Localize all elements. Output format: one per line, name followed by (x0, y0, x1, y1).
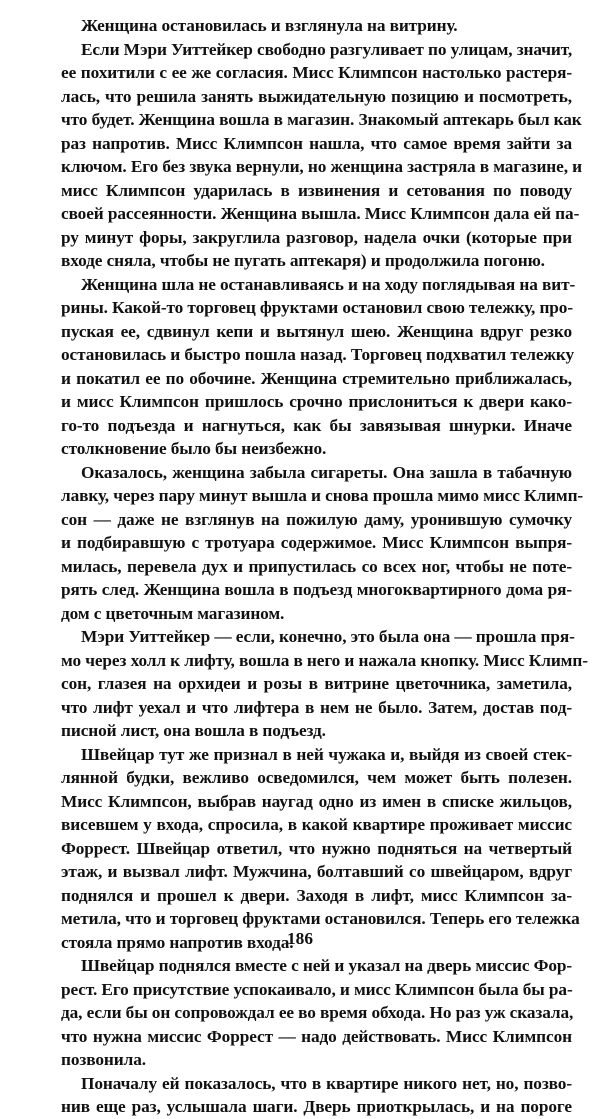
text-line: этаж, и вызвал лифт. Мужчина, болтавший со швейцаром, вдруг (61, 862, 572, 881)
text-line: Оказалось, женщина забыла сигареты. Она зашла в табачную (81, 462, 572, 482)
text-line: да, если бы он сопровождал ее во время обхода. Но раз уж сказала, (61, 1003, 574, 1022)
text-line: поднялся и прошел к двери. Заходя в лифт, мисс Климпсон за- (61, 885, 572, 905)
text-line: раз напротив. Мисс Климпсон нашла, что самое время зайти за (61, 133, 572, 153)
text-line: ее похитили с ее же согласия. Мисс Климпсон настолько растеря- (61, 63, 572, 82)
text-line: ру минут форы, закруглила разговор, надела очки (которые при (61, 227, 572, 247)
text-line: лась, что решила занять выжидательную позицию и посмотреть, (61, 86, 572, 106)
text-line: писной лист, она вошла в подъезд. (61, 721, 326, 740)
text-line: Женщина остановилась и взглянула на витрину. (81, 16, 458, 35)
text-line: пуская ее, сдвинул кепи и вытянул шею. Женщина вдруг резко (61, 321, 572, 341)
text-line: столкновение было бы неизбежно. (61, 439, 327, 458)
text-line: и мисс Климпсон пришлось срочно прислониться к двери како- (61, 392, 572, 411)
text-line: Если Мэри Уиттейкер свободно разгуливает по улицам, значит, (81, 39, 573, 59)
text-line: Швейцар тут же признал в ней чужака и, выйдя из своей стек- (81, 744, 572, 764)
text-line: нив еще раз, услышала шаги. Дверь приоткрылась, и на пороге (61, 1097, 572, 1116)
text-line: Швейцар поднялся вместе с ней и указал на дверь миссис Фор- (81, 956, 573, 975)
text-line: рест. Его присутствие успокаивало, и мисс Климпсон была бы ра- (61, 979, 573, 999)
body-text (61, 14, 588, 1119)
text-line: лянной будки, вежливо осведомился, чем может быть полезен. (61, 768, 572, 787)
paragraph (61, 954, 572, 1072)
paragraph (61, 1072, 572, 1119)
text-line: Мэри Уиттейкер — если, конечно, это была она — прошла пря- (81, 627, 575, 646)
text-line: сон, глазея на орхидеи и розы в витрине цветочника, заметила, (61, 674, 572, 693)
text-line: метила, что и торговец фруктами остановился. Теперь его тележка (61, 909, 580, 928)
text-line: Женщина шла не останавливаясь и на ходу поглядывая на вит- (81, 274, 576, 294)
paragraph (61, 625, 588, 743)
text-line: милась, перевела дух и припустилась со всех ног, чтобы не поте- (61, 556, 572, 576)
text-line: входе сняла, чтобы не пугать аптекаря) и продолжила погоню. (61, 251, 545, 270)
text-line: своей рассеянности. Женщина вышла. Мисс Климпсон дала ей па- (61, 204, 580, 223)
paragraph (61, 38, 583, 273)
text-line: мисс Климпсон ударилась в извинения и сетования по поводу (61, 180, 572, 200)
paragraph (61, 14, 572, 38)
text-line: лавку, через пару минут вышла и снова прошла мимо мисс Климп- (61, 486, 584, 505)
text-line: рять след. Женщина вошла в подъезд многоквартирного дома ря- (61, 580, 572, 599)
text-line: мо через холл к лифту, вошла в него и нажала кнопку. Мисс Климп- (61, 650, 588, 670)
text-line: что нужна миссис Форрест — надо действовать. Мисс Климпсон (61, 1026, 572, 1046)
paragraph (61, 743, 580, 955)
paragraph (61, 461, 584, 626)
page-number: 186 (287, 929, 313, 948)
text-line: стояла прямо напротив входа. (61, 932, 294, 952)
text-line: и подбиравшую с тротуара содержимое. Мисс Климпсон выпря- (61, 533, 572, 552)
text-line: и покатил ее по обочине. Женщина стремительно приближалась, (61, 368, 572, 388)
text-line: остановилась и быстро пошла назад. Торговец подхватил тележку (61, 345, 575, 364)
text-line: сон — даже не взглянув на пожилую даму, уронившую сумочку (61, 509, 572, 529)
text-line: рины. Какой-то торговец фруктами остановил свою тележку, про- (61, 298, 574, 317)
text-line: висевшем у входа, спросила, в какой квартире проживает миссис (61, 815, 572, 834)
text-line: Мисс Климпсон, выбрав наугад одно из имен в списке жильцов, (61, 791, 572, 811)
text-line: Поначалу ей показалось, что в квартире никого нет, но, позво- (81, 1073, 572, 1093)
text-line: ключом. Его без звука вернули, но женщина застряла в магазине, и (61, 157, 583, 176)
text-line: что будет. Женщина вошла в магазин. Знакомый аптекарь был как (61, 110, 582, 129)
text-line: позвонила. (61, 1050, 146, 1069)
text-line: Форрест. Швейцар ответил, что нужно подняться на четвертый (61, 838, 572, 858)
paragraph (61, 273, 576, 461)
text-line: что лифт уехал и что лифтера в нем не было. Затем, достав под- (61, 697, 572, 717)
text-line: дом с цветочным магазином. (61, 603, 285, 623)
text-line: го-то подъезда и нагнуться, как бы завязывая шнурки. Иначе (61, 415, 572, 435)
